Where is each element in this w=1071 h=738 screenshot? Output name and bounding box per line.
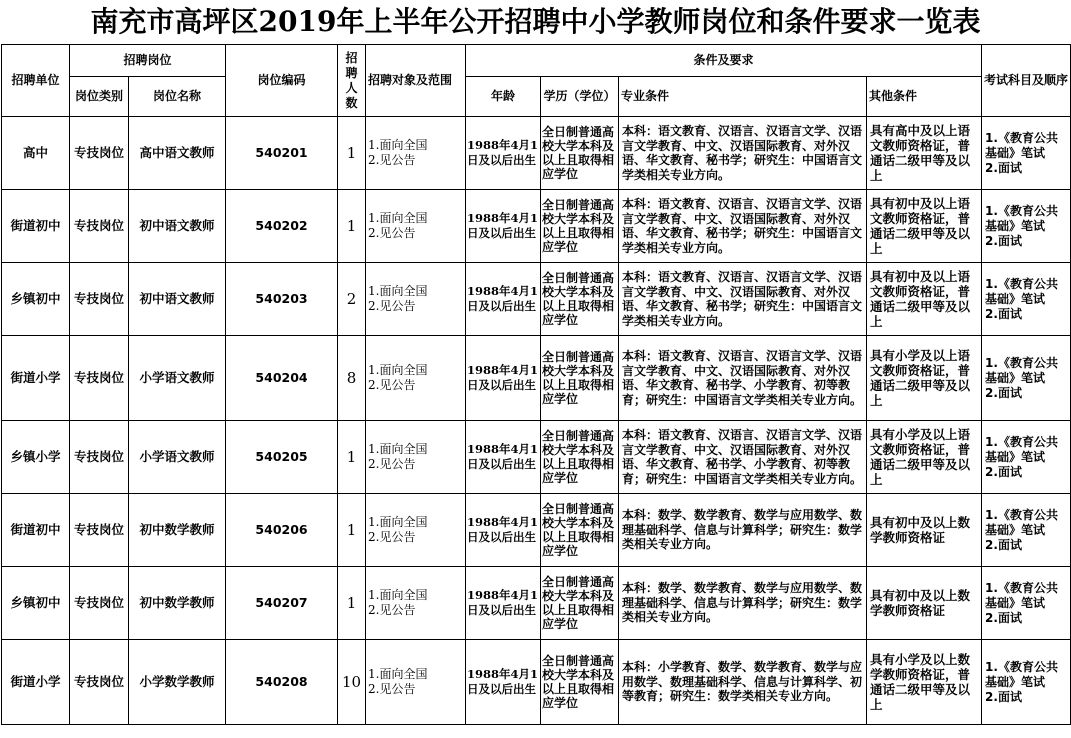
count-cell: 1 (338, 117, 366, 190)
age-cell: 1988年4月1日及以后出生 (466, 494, 541, 567)
major-cell: 本科：数学、数学教育、数学与应用数学、数理基础科学、信息与计算科学；研究生：数学类相关专业方向。 (619, 494, 867, 567)
other-cell: 具有初中及以上语文教师资格证，普通话二级甲等及以上 (867, 190, 982, 263)
scope-cell (366, 263, 466, 336)
education-cell: 全日制普通高校大学本科及以上且取得相应学位 (541, 336, 619, 421)
major-cell: 本科：语文教育、汉语言、汉语言文学、汉语言文学教育、中文、汉语国际教育、对外汉语、华文教育、秘书学；研究生：中国语言文学类相关专业方向。 (619, 117, 867, 190)
exam-line: 2.面试 (985, 610, 1022, 625)
header-unit: 招聘单位 (2, 45, 70, 117)
header-post-type: 岗位类别 (70, 77, 129, 117)
table-row (2, 117, 1071, 190)
scope-line: 1.面向全国 (368, 363, 428, 377)
scope-line: 1.面向全国 (368, 588, 428, 602)
age-cell: 1988年4月1日及以后出生 (466, 336, 541, 421)
age-cell: 1988年4月1日及以后出生 (466, 421, 541, 494)
exam-cell (982, 567, 1071, 640)
education-cell: 全日制普通高校大学本科及以上且取得相应学位 (541, 190, 619, 263)
post-type-cell: 专技岗位 (70, 263, 129, 336)
count-cell: 8 (338, 336, 366, 421)
header-post-group: 招聘岗位 (70, 45, 226, 77)
unit-cell: 高中 (2, 117, 70, 190)
header-education: 学历（学位） (541, 77, 619, 117)
major-cell: 本科：语文教育、汉语言、汉语言文学、汉语言文学教育、中文、汉语国际教育、对外汉语、华文教育、秘书学；研究生：中国语言文学类相关专业方向。 (619, 263, 867, 336)
major-cell: 本科：语文教育、汉语言、汉语言文学、汉语言文学教育、中文、汉语国际教育、对外汉语、华文教育、秘书学、小学教育、初等教育；研究生：中国语言文学类相关专业方向。 (619, 336, 867, 421)
scope-line: 2.见公告 (368, 378, 416, 392)
count-cell: 1 (338, 567, 366, 640)
exam-line: 1.《教育公共基础》笔试 (985, 659, 1058, 689)
table-row (2, 263, 1071, 336)
age-cell: 1988年4月1日及以后出生 (466, 640, 541, 725)
scope-line: 2.见公告 (368, 153, 416, 167)
major-cell: 本科：数学、数学教育、数学与应用数学、数理基础科学、信息与计算科学；研究生：数学类相关专业方向。 (619, 567, 867, 640)
scope-line: 1.面向全国 (368, 284, 428, 298)
count-cell: 10 (338, 640, 366, 725)
post-code-cell: 540207 (226, 567, 338, 640)
count-cell: 1 (338, 421, 366, 494)
count-cell: 1 (338, 190, 366, 263)
exam-line: 1.《教育公共基础》笔试 (985, 203, 1058, 233)
education-cell: 全日制普通高校大学本科及以上且取得相应学位 (541, 421, 619, 494)
scope-line: 2.见公告 (368, 299, 416, 313)
unit-cell: 街道小学 (2, 336, 70, 421)
scope-cell (366, 640, 466, 725)
exam-line: 1.《教育公共基础》笔试 (985, 276, 1058, 306)
post-type-cell: 专技岗位 (70, 336, 129, 421)
exam-line: 2.面试 (985, 464, 1022, 479)
other-cell: 具有初中及以上数学教师资格证 (867, 494, 982, 567)
count-cell: 2 (338, 263, 366, 336)
scope-line: 1.面向全国 (368, 515, 428, 529)
post-name-cell: 初中数学教师 (129, 567, 226, 640)
header-scope: 招聘对象及范围 (366, 45, 466, 117)
education-cell: 全日制普通高校大学本科及以上且取得相应学位 (541, 494, 619, 567)
other-cell: 具有初中及以上数学教师资格证 (867, 567, 982, 640)
scope-cell (366, 421, 466, 494)
post-type-cell: 专技岗位 (70, 494, 129, 567)
post-code-cell: 540203 (226, 263, 338, 336)
scope-line: 1.面向全国 (368, 211, 428, 225)
scope-line: 2.见公告 (368, 457, 416, 471)
scope-cell (366, 117, 466, 190)
major-cell: 本科：语文教育、汉语言、汉语言文学、汉语言文学教育、中文、汉语国际教育、对外汉语、华文教育、秘书学、小学教育、初等教育；研究生：中国语言文学类相关专业方向。 (619, 421, 867, 494)
education-cell: 全日制普通高校大学本科及以上且取得相应学位 (541, 117, 619, 190)
post-type-cell: 专技岗位 (70, 640, 129, 725)
exam-line: 1.《教育公共基础》笔试 (985, 130, 1058, 160)
scope-line: 2.见公告 (368, 682, 416, 696)
age-cell: 1988年4月1日及以后出生 (466, 263, 541, 336)
post-type-cell: 专技岗位 (70, 117, 129, 190)
post-name-cell: 初中语文教师 (129, 190, 226, 263)
header-post-name: 岗位名称 (129, 77, 226, 117)
other-cell: 具有小学及以上语文教师资格证，普通话二级甲等及以上 (867, 336, 982, 421)
exam-cell (982, 640, 1071, 725)
post-code-cell: 540202 (226, 190, 338, 263)
header-exam: 考试科目及顺序 (982, 45, 1071, 117)
post-name-cell: 小学数学教师 (129, 640, 226, 725)
scope-cell (366, 494, 466, 567)
header-conditions: 条件及要求 (466, 45, 982, 77)
exam-cell (982, 421, 1071, 494)
exam-line: 2.面试 (985, 160, 1022, 175)
age-cell: 1988年4月1日及以后出生 (466, 117, 541, 190)
scope-cell (366, 336, 466, 421)
scope-cell (366, 190, 466, 263)
major-cell: 本科：小学教育、数学、数学教育、数学与应用数学、数理基础科学、信息与计算科学、初等教育；研究生：数学类相关专业方向。 (619, 640, 867, 725)
post-name-cell: 小学语文教师 (129, 336, 226, 421)
scope-line: 2.见公告 (368, 530, 416, 544)
post-name-cell: 小学语文教师 (129, 421, 226, 494)
exam-line: 2.面试 (985, 306, 1022, 321)
exam-cell (982, 117, 1071, 190)
post-code-cell: 540204 (226, 336, 338, 421)
table-row (2, 336, 1071, 421)
post-type-cell: 专技岗位 (70, 567, 129, 640)
header-other: 其他条件 (867, 77, 982, 117)
exam-line: 1.《教育公共基础》笔试 (985, 507, 1058, 537)
unit-cell: 街道初中 (2, 494, 70, 567)
exam-line: 2.面试 (985, 385, 1022, 400)
document-title: 南充市高坪区2019年上半年公开招聘中小学教师岗位和条件要求一览表 (90, 5, 981, 38)
count-cell: 1 (338, 494, 366, 567)
exam-line: 1.《教育公共基础》笔试 (985, 434, 1058, 464)
unit-cell: 乡镇初中 (2, 567, 70, 640)
header-age: 年龄 (466, 77, 541, 117)
unit-cell: 乡镇初中 (2, 263, 70, 336)
exam-cell (982, 190, 1071, 263)
header-major: 专业条件 (619, 77, 867, 117)
unit-cell: 街道小学 (2, 640, 70, 725)
post-type-cell: 专技岗位 (70, 421, 129, 494)
exam-line: 1.《教育公共基础》笔试 (985, 580, 1058, 610)
scope-cell (366, 567, 466, 640)
recruitment-table (1, 44, 1071, 725)
header-count: 招聘人数 (338, 45, 366, 117)
post-code-cell: 540208 (226, 640, 338, 725)
post-type-cell: 专技岗位 (70, 190, 129, 263)
exam-line: 1.《教育公共基础》笔试 (985, 355, 1058, 385)
post-code-cell: 540201 (226, 117, 338, 190)
table-row (2, 494, 1071, 567)
other-cell: 具有初中及以上语文教师资格证，普通话二级甲等及以上 (867, 263, 982, 336)
post-code-cell: 540205 (226, 421, 338, 494)
table-row (2, 190, 1071, 263)
table-row (2, 567, 1071, 640)
exam-line: 2.面试 (985, 537, 1022, 552)
post-code-cell: 540206 (226, 494, 338, 567)
table-row (2, 640, 1071, 725)
scope-line: 2.见公告 (368, 603, 416, 617)
unit-cell: 街道初中 (2, 190, 70, 263)
education-cell: 全日制普通高校大学本科及以上且取得相应学位 (541, 567, 619, 640)
post-name-cell: 初中数学教师 (129, 494, 226, 567)
exam-cell (982, 494, 1071, 567)
age-cell: 1988年4月1日及以后出生 (466, 190, 541, 263)
header-post-code: 岗位编码 (226, 45, 338, 117)
other-cell: 具有小学及以上数学教师资格证，普通话二级甲等及以上 (867, 640, 982, 725)
unit-cell: 乡镇小学 (2, 421, 70, 494)
exam-line: 2.面试 (985, 233, 1022, 248)
post-name-cell: 初中语文教师 (129, 263, 226, 336)
exam-line: 2.面试 (985, 689, 1022, 704)
other-cell: 具有高中及以上语文教师资格证，普通话二级甲等及以上 (867, 117, 982, 190)
scope-line: 1.面向全国 (368, 442, 428, 456)
scope-line: 2.见公告 (368, 226, 416, 240)
scope-line: 1.面向全国 (368, 138, 428, 152)
major-cell: 本科：语文教育、汉语言、汉语言文学、汉语言文学教育、中文、汉语国际教育、对外汉语、华文教育、秘书学；研究生：中国语言文学类相关专业方向。 (619, 190, 867, 263)
scope-line: 1.面向全国 (368, 667, 428, 681)
education-cell: 全日制普通高校大学本科及以上且取得相应学位 (541, 640, 619, 725)
exam-cell (982, 263, 1071, 336)
table-row (2, 421, 1071, 494)
other-cell: 具有小学及以上语文教师资格证，普通话二级甲等及以上 (867, 421, 982, 494)
post-name-cell: 高中语文教师 (129, 117, 226, 190)
exam-cell (982, 336, 1071, 421)
education-cell: 全日制普通高校大学本科及以上且取得相应学位 (541, 263, 619, 336)
age-cell: 1988年4月1日及以后出生 (466, 567, 541, 640)
